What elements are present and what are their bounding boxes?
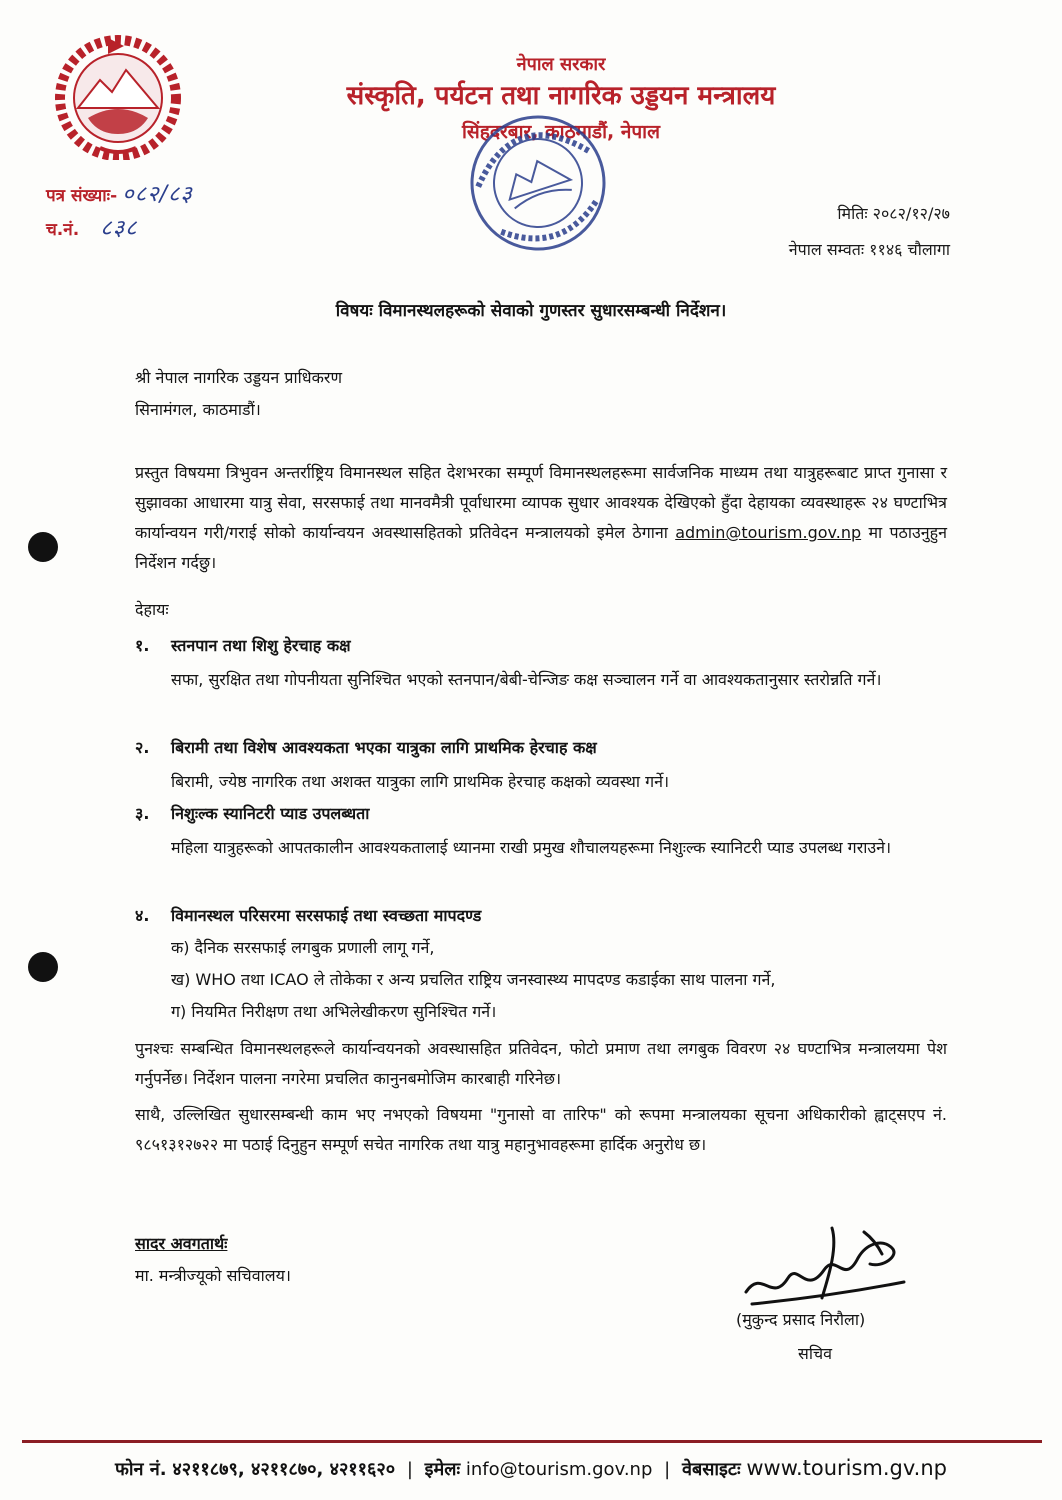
item-number: ३. [135, 804, 150, 823]
intro-text-end: मा पठाउनुहुन निर्देशन गर्दछु। [135, 523, 948, 572]
intro-paragraph [135, 458, 947, 578]
footer-email-link[interactable]: info@tourism.gov.np [465, 1459, 653, 1480]
footer-separator: | [406, 1459, 413, 1480]
ministry-email-link[interactable]: admin@tourism.gov.np [675, 523, 862, 542]
directive-item-1-title [135, 634, 351, 656]
footer-email-label: इमेलः [424, 1459, 461, 1480]
dispatch-number-label: च.नं. [46, 220, 80, 240]
government-name: नेपाल सरकार [516, 54, 606, 75]
punch-hole [28, 952, 58, 982]
item-title: निशुःल्क स्यानिटरी प्याड उपलब्धता [171, 804, 370, 823]
item-title: स्तनपान तथा शिशु हेरचाह कक्ष [171, 636, 351, 655]
footer-website-link[interactable]: www.tourism.gv.np [746, 1456, 947, 1480]
item-number: १. [135, 636, 150, 655]
date-nepal-sambat: नेपाल सम्वतः ११४६ चौलागा [788, 240, 950, 259]
postscript-paragraph: पुनश्चः सम्बन्धित विमानस्थलहरूले कार्यान्वयनको अवस्थासहित प्रतिवेदन, फोटो प्रमाण तथा लगबुक विवरण २४ घण्टाभित्र मन्त्रालयमा पेश गर्नुपर्नेछ। निर्देशन पालना नगरेमा प्रचलित कानुनबमोजिम कारबाही गरिनेछ। [135, 1039, 947, 1088]
subject-line: विषयः विमानस्थलहरूको सेवाको गुणस्तर सुधारसम्बन्धी निर्देशन। [335, 301, 727, 321]
ministry-address: सिंहदरबार, काठमाडौं, नेपाल [462, 121, 660, 143]
directive-item-4-sub-b: ख) WHO तथा ICAO ले तोकेका र अन्य प्रचलित राष्ट्रिय जनस्वास्थ्य मापदण्ड कडाईका साथ पालना गर्ने, [171, 970, 776, 989]
footer-contact [0, 1456, 1062, 1481]
date-bs: मितिः २०८२/१२/२७ [837, 204, 950, 223]
footer-separator: | [664, 1459, 671, 1480]
cc-label: सादर अवगतार्थः [135, 1234, 228, 1253]
directive-item-2-text: बिरामी, ज्येष्ठ नागरिक तथा अशक्त यात्रुका लागि प्राथमिक हेरचाह कक्षको व्यवस्था गर्ने। [171, 772, 670, 791]
directive-item-3-text: महिला यात्रुहरूको आपतकालीन आवश्यकतालाई ध्यानमा राखी प्रमुख शौचालयहरूमा निशुःल्क स्यानिटरी प्याड उपलब्ध गराउने। [171, 838, 892, 857]
letter-number [46, 178, 193, 208]
footer-phone: ४२११८७९, ४२११८७०, ४२११६२० [172, 1459, 396, 1480]
dispatch-number [46, 212, 138, 242]
directive-item-4-title [135, 904, 481, 926]
cc-recipient: मा. मन्त्रीज्यूको सचिवालय। [135, 1266, 291, 1285]
item-title: बिरामी तथा विशेष आवश्यकता भएका यात्रुका लागि प्राथमिक हेरचाह कक्ष [171, 738, 597, 757]
handwritten-signature [732, 1208, 912, 1318]
directive-item-1-text: सफा, सुरक्षित तथा गोपनीयता सुनिश्चित भएको स्तनपान/बेबी-चेन्जिङ कक्ष सञ्चालन गर्ने वा आवश्यकतानुसार स्तरोन्नति गर्ने। [171, 670, 882, 689]
intro-text: प्रस्तुत विषयमा त्रिभुवन अन्तर्राष्ट्रिय विमानस्थल सहित देशभरका सम्पूर्ण विमानस्थलहरूमा सार्वजनिक माध्यम तथा यात्रुहरूबाट प्राप्त गुनासा र सुझावका आधारमा यात्रु सेवा, सरसफाई तथा मानवमैत्री पूर्वाधारमा व्यापक सुधार आवश्यक देखिएको हुँदा देहायका व्यवस्थाहरू २४ घण्टाभित्र कार्यान्वयन गरी/गराई सोको कार्यान्वयन अवस्थासहितको प्रतिवेदन मन्त्रालयको इमेल ठेगाना [135, 463, 947, 542]
dehay-label: देहायः [135, 600, 169, 619]
item-number: ४. [135, 906, 150, 925]
signatory-title: सचिव [798, 1344, 833, 1363]
letter-number-label: पत्र संख्याः- [46, 186, 118, 206]
addressee-address: सिनामंगल, काठमाडौं। [135, 400, 261, 419]
directive-item-2-title [135, 736, 597, 758]
footer-divider [22, 1440, 1042, 1443]
ministry-name: संस्कृति, पर्यटन तथा नागरिक उड्डयन मन्त्रालय [346, 81, 776, 111]
addressee-name: श्री नेपाल नागरिक उड्डयन प्राधिकरण [135, 368, 343, 387]
directive-item-3-title [135, 802, 369, 824]
directive-item-4-sub-a: क) दैनिक सरसफाई लगबुक प्रणाली लागू गर्ने, [171, 938, 435, 957]
footer-phone-label: फोन नं. [114, 1459, 167, 1480]
signatory-name: (मुकुन्द प्रसाद निरौला) [736, 1310, 866, 1329]
footer-website-label: वेबसाइटः [681, 1459, 741, 1480]
item-title: विमानस्थल परिसरमा सरसफाई तथा स्वच्छता मापदण्ड [171, 906, 482, 925]
letter-number-value: ०८२/८३ [122, 182, 193, 207]
item-number: २. [135, 738, 150, 757]
dispatch-number-value: ८३८ [100, 216, 138, 241]
appeal-paragraph: साथै, उल्लिखित सुधारसम्बन्धी काम भए नभएको विषयमा "गुनासो वा तारिफ" को रूपमा मन्त्रालयका सूचना अधिकारीको ह्वाट्सएप नं. ९८५१३१२७२२ मा पठाई दिनुहुन सम्पूर्ण सचेत नागरिक तथा यात्रु महानुभावहरूमा हार्दिक अनुरोध छ। [135, 1105, 947, 1154]
punch-hole [28, 532, 58, 562]
directive-item-4-sub-c: ग) नियमित निरीक्षण तथा अभिलेखीकरण सुनिश्चित गर्ने। [171, 1002, 497, 1021]
official-seal-stamp [458, 108, 618, 258]
